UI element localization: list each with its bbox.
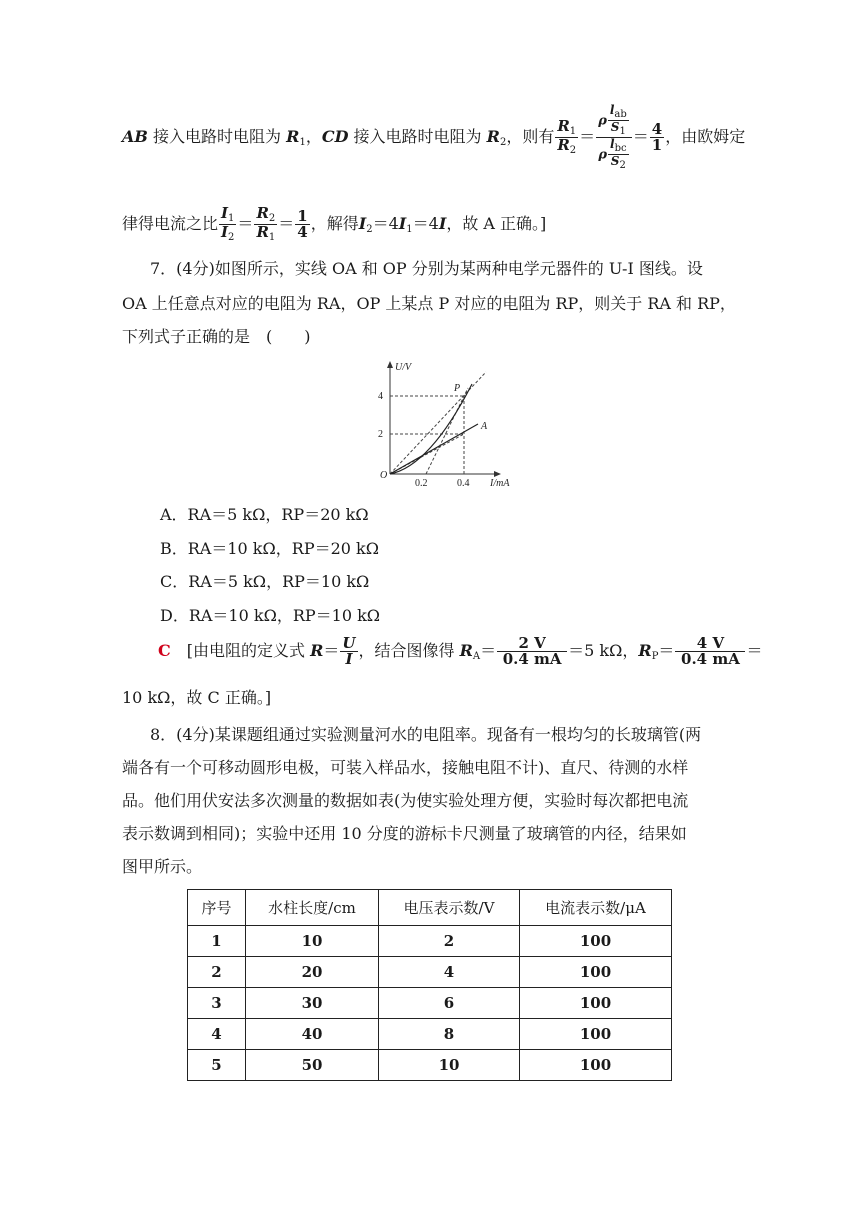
u-i-graph — [368, 358, 528, 493]
origin-label: O — [380, 470, 388, 481]
table-row: 1 10 2 100 — [188, 926, 672, 957]
q7-explanation: C [由电阻的定义式 R＝ $\frac{U}{I}$ ，结合图像得 $R_A=$ $\frac{2 V}{0.4 mA}$ ＝5 kΩ，$R_P=$ $\frac{4 V}{0.4 mA}$ ＝ — [158, 634, 763, 668]
table-row: 3 30 6 100 — [188, 988, 672, 1019]
y-tick-2: 2 — [378, 429, 383, 440]
q8-para-2: 端各有一个可移动圆形电极，可装入样品水，接触电阻不计)、直尺、待测的水样 — [122, 758, 689, 777]
point-p-label: P — [454, 383, 461, 394]
q8-para-4: 表示数调到相同)；实验中还用 10 分度的游标卡尺测量了玻璃管的内径，结果如 — [122, 824, 687, 843]
table-row: 4 40 8 100 — [188, 1019, 672, 1050]
q7-stem-1: 7．(4分)如图所示，实线 OA 和 OP 分别为某两种电学元器件的 U-I 图线。设 — [150, 259, 703, 278]
data-table — [187, 889, 672, 1081]
q8-para-3: 品。他们用伏安法多次测量的数据如表(为使实验处理方便，实验时每次都把电流 — [122, 791, 689, 810]
q6-current-ratio-line: 律得电流之比 $\frac{I_1}{I_2}$ ＝ $\frac{R_2}{R_1}$ ＝ $\frac{1}{4}$ ，解得$I_2=4I_1=4I$，故 A 正确。] — [122, 204, 547, 243]
header-length: 水柱长度/cm — [246, 890, 379, 926]
answer-letter: C — [158, 641, 171, 660]
q7-stem-2: OA 上任意点对应的电阻为 RA，OP 上某点 P 对应的电阻为 RP，则关于 RA 和 RP， — [122, 294, 736, 313]
y-axis-label: U/V — [395, 362, 412, 373]
x-axis-label: I/mA — [490, 478, 510, 489]
q6-resistance-line: AB 接入电路时电阻为 $R_1$，CD 接入电路时电阻为 $R_2$，则有 $\frac{R_1}{R_2}$ ＝ ρ $\frac{l_{ab}}{S_1}$ ρ $\frac{l_{bc}}{S_2}$ ＝ $\frac{4}{1}$ ，由欧姆定 — [122, 103, 746, 171]
table-row: 2 20 4 100 — [188, 957, 672, 988]
table-row: 5 50 10 100 — [188, 1050, 672, 1081]
x-tick-0.4: 0.4 — [457, 478, 470, 489]
table-header-row — [188, 890, 672, 926]
q8-para-1: 8．(4分)某课题组通过实验测量河水的电阻率。现备有一根均匀的长玻璃管(两 — [150, 725, 702, 744]
option-b: B．RA＝10 kΩ，RP＝20 kΩ — [160, 539, 379, 558]
q7-stem-3: 下列式子正确的是 ( ) — [122, 327, 311, 346]
line-a-label: A — [481, 421, 488, 432]
option-d: D．RA＝10 kΩ，RP＝10 kΩ — [160, 606, 381, 625]
q7-explanation-end: 10 kΩ，故 C 正确。] — [122, 688, 272, 707]
header-voltage: 电压表示数/V — [379, 890, 520, 926]
header-index: 序号 — [188, 890, 246, 926]
option-a: A．RA＝5 kΩ，RP＝20 kΩ — [160, 505, 369, 524]
x-tick-0.2: 0.2 — [415, 478, 428, 489]
option-c: C．RA＝5 kΩ，RP＝10 kΩ — [160, 572, 370, 591]
y-tick-4: 4 — [378, 391, 383, 402]
header-current: 电流表示数/μA — [520, 890, 672, 926]
q8-para-5: 图甲所示。 — [122, 857, 203, 876]
